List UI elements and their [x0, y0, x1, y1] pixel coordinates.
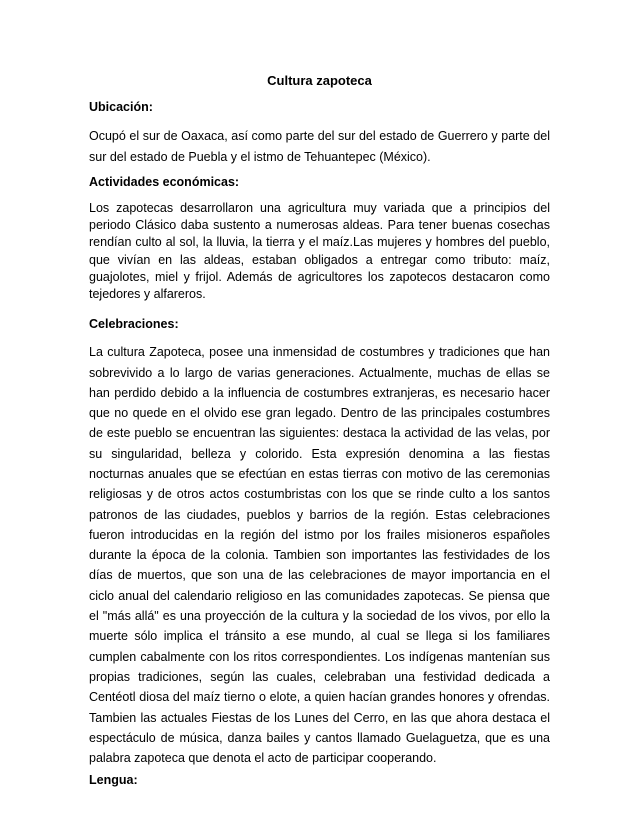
paragraph-actividades-economicas: Los zapotecas desarrollaron una agricultura muy variada que a principios del periodo Clásico daba sustento a numerosas aldeas. Para tener buenas cosechas rendían culto al sol, la lluvia, la tierra y el maíz.Las mujeres y hombres del pueblo, que vivían en las aldeas, estaban obligados a entregar como tributo: maíz, guajolotes, miel y frijol. Además de agricultores los zapotecos destacaron como tejedores y alfareros. [89, 201, 550, 302]
heading-actividades-economicas: Actividades económicas: [89, 175, 240, 189]
paragraph-ubicacion: Ocupó el sur de Oaxaca, así como parte del sur del estado de Guerrero y parte del sur del estado de Puebla y el istmo de Tehuantepec (México). [89, 129, 550, 164]
heading-celebraciones: Celebraciones: [89, 317, 179, 332]
heading-lengua: Lengua: [89, 773, 138, 788]
document-page [89, 72, 550, 789]
document-title: Cultura zapoteca [267, 73, 372, 88]
heading-ubicacion: Ubicación: [89, 100, 153, 114]
paragraph-celebraciones: La cultura Zapoteca, posee una inmensidad de costumbres y tradiciones que han sobrevivido a lo largo de varias generaciones. Actualmente, muchas de ellas se han perdido debido a la influencia de costumbres extranjeras, es necesario hacer que no quede en el olvido ese gran legado. Dentro de las principales costumbres de este pueblo se encuentran las siguientes: destaca la actividad de las velas, por su singularidad, belleza y colorido. Esta expresión denomina a las fiestas nocturnas anuales que se efectúan en estas tierras con motivo de las ceremonias religiosas y de otros actos costumbristas con los que se rinde culto a los santos patronos de las ciudades, pueblos y barrios de la región. Estas celebraciones fueron introducidas en la región del istmo por los frailes misioneros españoles durante la época de la colonia. Tambien son importantes las festividades de los días de muertos, que son una de las celebraciones de mayor importancia en el ciclo anual del calendario religioso en las comunidades zapotecas. Se piensa que el "más allá" es una proyección de la cultura y la sociedad de los vivos, por ello la muerte sólo implica el tránsito a ese mundo, al cual se llega si los familiares cumplen cabalmente con los ritos correspondientes. Los indígenas mantenían sus propias tradiciones, según las cuales, celebraban una festividad dedicada a Centéotl diosa del maíz tierno o elote, a quien hacían grandes honores y ofrendas. Tambien las actuales Fiestas de los Lunes del Cerro, en las que ahora destaca el espectáculo de música, danza bailes y cantos llamado Guelaguetza, que es una palabra zapoteca que denota el acto de participar cooperando. [89, 345, 550, 766]
